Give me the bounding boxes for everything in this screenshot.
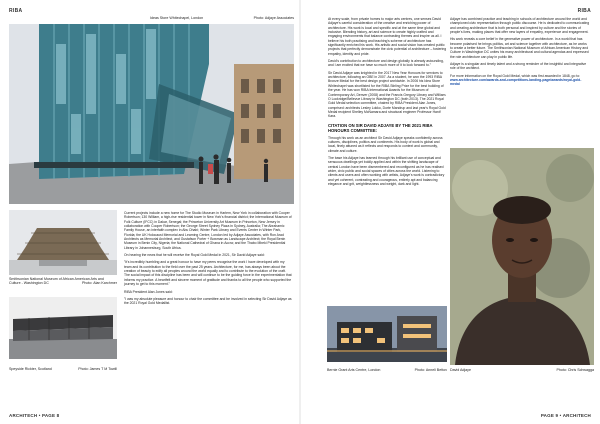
portrait-caption xyxy=(450,368,594,372)
speyside-credit: Photo: James T M Towill xyxy=(78,367,117,371)
portrait-caption-text: David Adjaye xyxy=(450,368,471,372)
bernie-grant-credit: Photo: Anneli Bettov xyxy=(414,368,447,372)
speyside-caption xyxy=(9,367,117,371)
main-photo-caption-text: Ideas Store Whitechapel, London xyxy=(150,16,204,20)
more-info-text: For more information on the Royal Gold Medal, which was first awarded in 1848, go to: xyxy=(450,73,581,78)
smithsonian-credit: Photo: Alan Karchmer xyxy=(82,281,117,286)
speyside-photo xyxy=(9,297,117,359)
smithsonian-caption-line1: Smithsonian National Museum of African American Arts and xyxy=(9,277,104,281)
bernie-grant-caption-text: Bernie Grant Arts Centre, London xyxy=(327,368,381,372)
smithsonian-illustration xyxy=(9,210,117,275)
right-column-1 xyxy=(328,17,447,186)
left-paragraph-1: Current projects include a new home for The Studio Museum in Harlem, New York in collaboration with Cooper Robertson; 130 William, a high-rise residential tower in New York's financial district; the International Museum of Folk Culture (IFCC) in Dakar, Senegal; the Princeton University Art Museum in Princeton, New Jersey in collaboration with Cooper Robertson; the George Street Sydney Plaza in Sydney, Australia; The Abrahamic Family House, an interfaith complex in Abu Dhabi; Winter Park Library and Events Center in Winter Park, Florida; the UK Holocaust Memorial and Learning Centre, London led by Adjaye Associates, with Ron Arad Architects as Memorial Architect, and Gustafson Porter + Bowman as Landscape Architect; the Royal Benin Museum in Benin City, Nigeria; the National Cathedral of Ghana in Accra; and the Thabo Mbeki Presidential Library in Johannesburg, South Africa. xyxy=(124,211,292,250)
left-paragraph-2: On hearing the news that he will receive the Royal Gold Medal in 2021, Sir David Adjaye said: xyxy=(124,253,265,258)
idea-store-photo xyxy=(9,24,294,204)
left-paragraph-4: RIBA President Alan Jones said: xyxy=(124,289,173,294)
portrait-illustration xyxy=(450,148,594,365)
bernie-grant-photo xyxy=(327,306,447,362)
citation-heading: CITATION ON SIR DAVID ADJAYE BY THE 2021 RIBA HONOURS COMMITTEE: xyxy=(328,122,433,133)
right-column-2 xyxy=(450,17,590,87)
right-col2-paragraph-3: Adjaye is a singular and timely talent and a strong reminder of the insightful and integrative role of the architect. xyxy=(450,62,587,71)
right-col2-paragraph-1: Adjaye has combined practice and teaching in schools of architecture around the world and championed civic representation through public discourse. He is dedicated to communicating and creating architecture that is both personal and inspired by culture and the stories of people's lives, making places that offer new layers of empathy, experience and engagement. xyxy=(450,17,590,35)
right-paragraph-1: At every scale, from private homes to major arts centres, one senses David Adjaye's careful consideration of the creative and enriching power of architecture. His work is local and specific and at the same time global and inclusive. Blending history, art and science to create highly crafted and engaging environments that balance contrasting themes and inspire us all. I believe his both practising and teaching's scheme of architecture has significantly enriched his work. His artistic and social vision has created public projects that perfectly demonstrate the civic potential of architecture – fostering empathy, identity and pride. xyxy=(328,17,447,56)
right-col2-paragraph-2: His work reveals a core belief in the generative power of architecture. In a world that has become polarised he brings politics, art and science together with architecture, as he works to create a better future. The Smithsonian National Museum of African American History and Culture in Washington DC unites his many architectural and cultural agendas and expressed the role architecture can play in public life. xyxy=(450,37,589,59)
footer-right: PAGE 9 • ARCHITECH xyxy=(540,413,591,418)
left-paragraph-5: "I was my absolute pleasure and honour to chair the committee and be involved in selecting Sir David Adjaye as the 2021 Royal Gold Medallist. xyxy=(124,296,292,306)
running-head-left: RIBA xyxy=(9,8,23,14)
running-head-right: RIBA xyxy=(577,8,591,14)
speyside-caption-text: Speyside Rickter, Scotland xyxy=(9,367,52,371)
speyside-illustration xyxy=(9,297,117,359)
smithsonian-caption-line2: Culture - Washington DC xyxy=(9,281,49,286)
left-body-text xyxy=(124,211,292,306)
smithsonian-caption xyxy=(9,277,117,286)
citation-paragraph-1: Through his work as an architect Sir David Adjaye speaks confidently across cultures, disciplines, politics and continents. His body of work is global and local, finely attuned as it reflects and responds to context and community, climate and culture. xyxy=(328,135,443,153)
main-photo-credit: Photo: Adjaye Associates xyxy=(253,16,294,20)
bernie-grant-caption xyxy=(327,368,447,372)
bernie-grant-illustration xyxy=(327,306,447,362)
portrait-credit: Photo: Chris Schwagga xyxy=(556,368,594,372)
main-photo-caption xyxy=(150,16,294,20)
footer-left: ARCHITECH • PAGE 8 xyxy=(9,413,60,418)
david-adjaye-portrait xyxy=(450,148,594,365)
left-paragraph-3: "It's incredibly humbling and a great honour to have my peers recognise the work I have developed with my team and its contribution to the field over the past 25 years. Architecture, for me, has always been about the creation of beauty to edify all peoples around the world equally and to contribute to the evolution of the craft. The social impact of this discipline has been and will continue to be the guiding force in the experimentation that informs my practice. A heartfelt and sincere moment of gratitude and thanks to all the people who supported the journey to get to this moment." xyxy=(124,260,292,287)
royal-gold-medal-link[interactable]: www.architecture.com/awards-and-competitions-landing-page/awards/royal-gold-medal xyxy=(450,78,582,87)
idea-store-illustration xyxy=(9,24,294,204)
smithsonian-photo xyxy=(9,210,117,275)
right-page xyxy=(300,0,600,424)
right-paragraph-2: David's contribution to architecture and design globally is already astounding, and I am excited that we have so much more of it to look forward to." xyxy=(328,59,444,68)
citation-paragraph-2: The base his Adjaye has learned through his brilliant use of conceptual and sensuous dwellings yet boldly applied and within the shifting landscape of central London have been dismembered and reconfigured as he has realised wider, civic public and social spaces of cities across the world. Listening to clients and users and often working with artists, Adjaye's work is contradictory and yet coherent, contrasting and courageous, entirely apt and balancing elegance and grit, weightlessness and weight, dark and light. xyxy=(328,155,445,186)
more-info-paragraph xyxy=(450,74,590,87)
right-paragraph-3: Sir David Adjaye was knighted in the 2017 New Year Honours for services to architecture, following an OBE in 2007. As a student, he won the 1993 RIBA Bronze Medal for the best design project worldwide. In 2006 his Idea Store Whitechapel was shortlisted for the RIBA Stirling Prize for the best building of the year. He has won RIBA International Awards for the Museum of Contemporary Art, Denver (2008) and the Francis Gregory Library and William. O Lockridge/Bellevue Library in Washington DC (both 2013). The 2021 Royal Gold Medal selection committee, chaired by RIBA President Alan Jones, comprised: architects Lesley Lokko, Dorte Mandrup and last year's Royal Gold Medal recipient Shelley McNamara and structural engineer Professor Hanif Kara. xyxy=(328,70,447,119)
